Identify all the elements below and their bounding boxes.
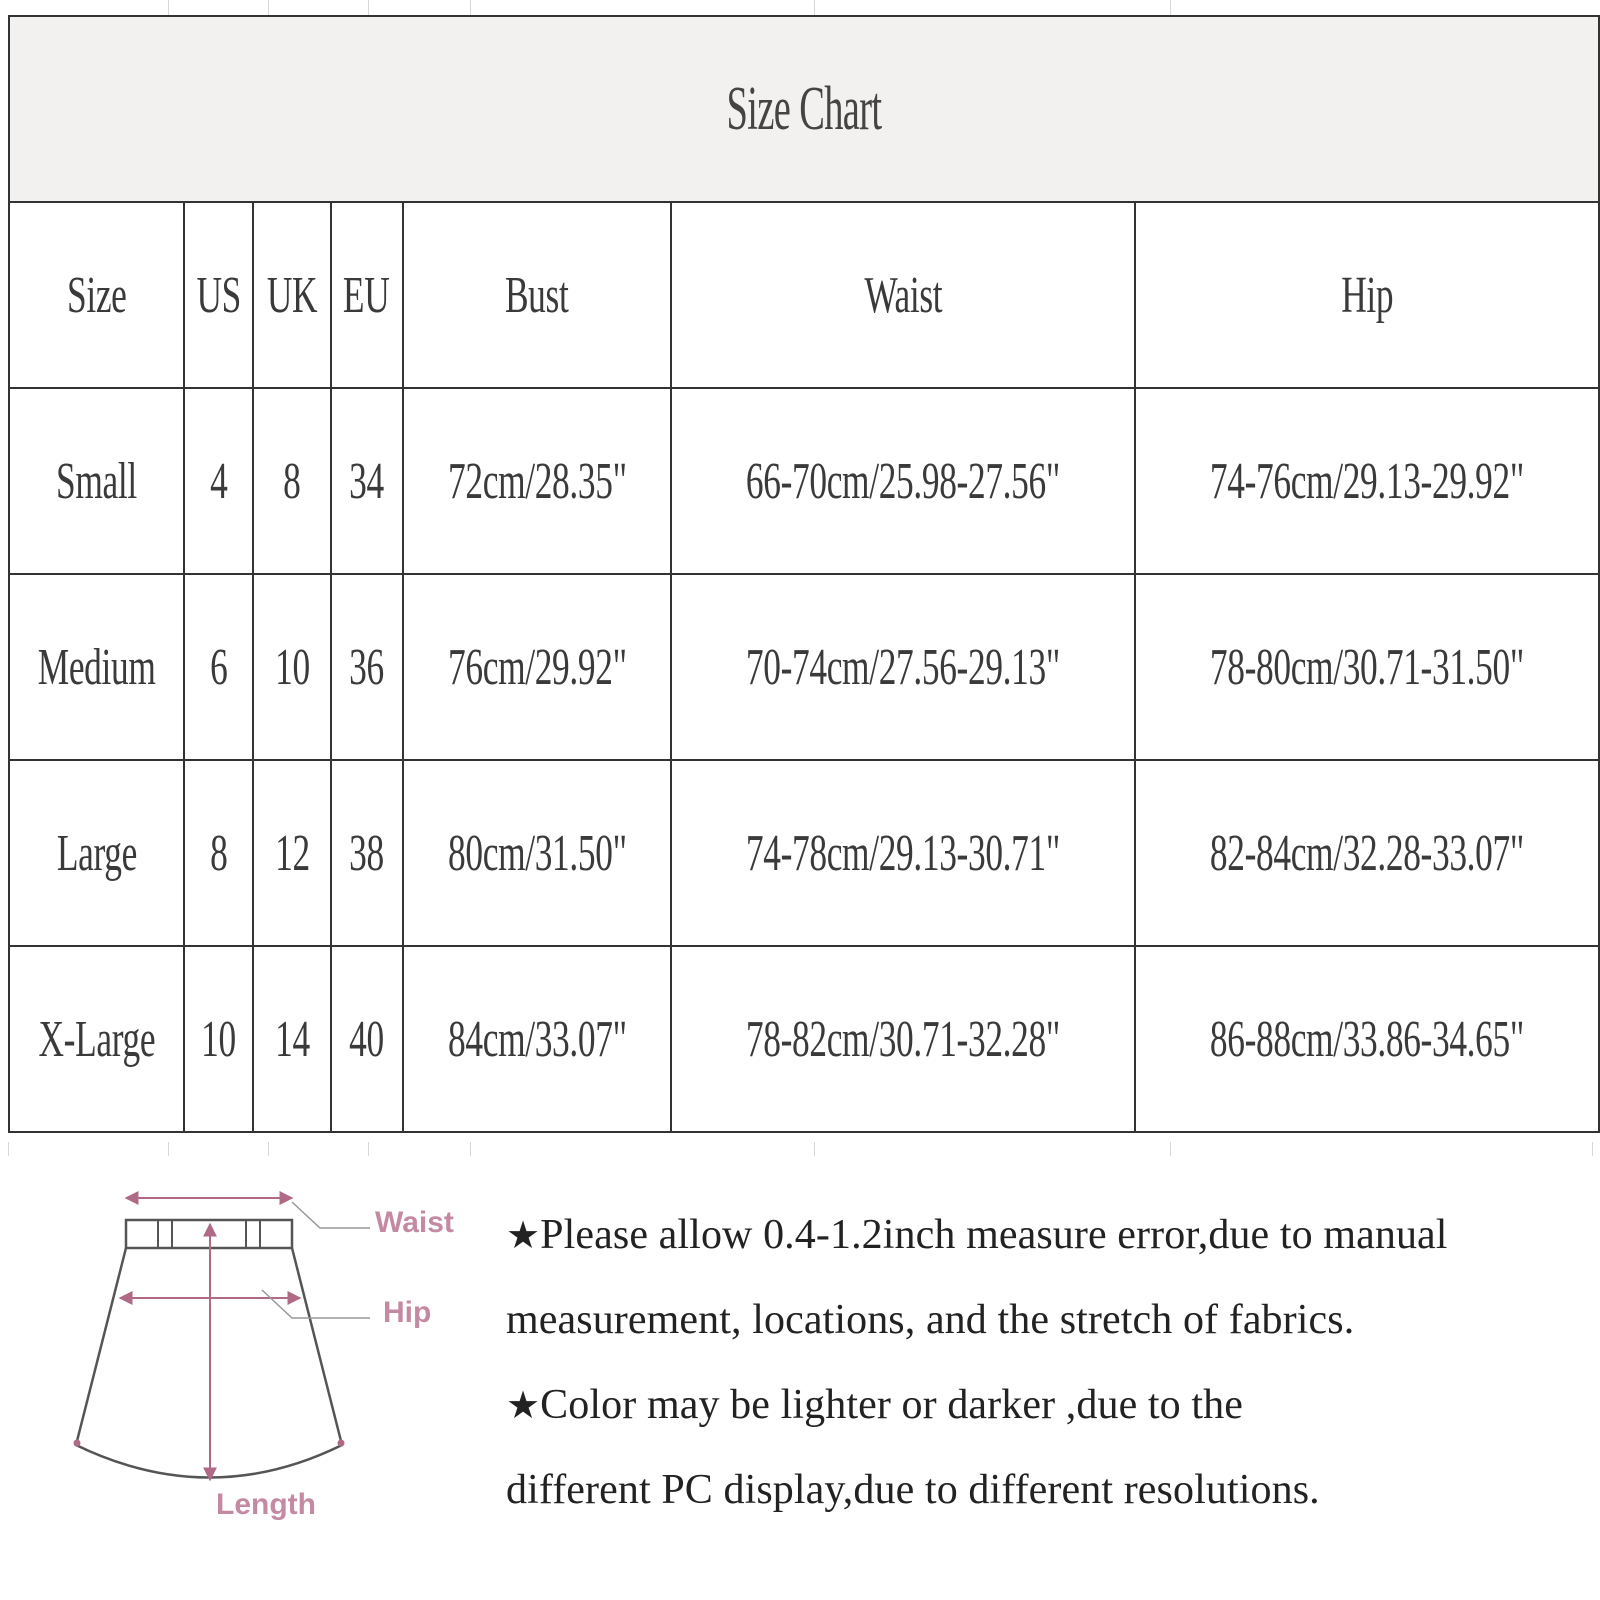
notes-section (506, 1193, 1596, 1533)
table-row (9, 760, 1599, 946)
cell-uk: 12 (253, 760, 330, 946)
cell-us: 8 (184, 760, 253, 946)
cell-bust: 84cm/33.07" (403, 946, 672, 1132)
cell-waist: 66-70cm/25.98-27.56" (671, 388, 1135, 574)
note-line: measurement, locations, and the stretch of fabrics. (506, 1297, 1355, 1343)
cell-us: 4 (184, 388, 253, 574)
cell-hip: 82-84cm/32.28-33.07" (1135, 760, 1599, 946)
note-line: different PC display,due to different resolutions. (506, 1467, 1320, 1513)
header-us: US (184, 202, 253, 388)
cell-size: Large (9, 760, 184, 946)
table-row (9, 574, 1599, 760)
grid-lines-bottom (0, 1142, 1600, 1156)
cell-size: X-Large (9, 946, 184, 1132)
skirt-diagram-icon (60, 1180, 480, 1540)
cell-hip: 74-76cm/29.13-29.92" (1135, 388, 1599, 574)
header-size: Size (9, 202, 184, 388)
cell-bust: 80cm/31.50" (403, 760, 672, 946)
cell-uk: 10 (253, 574, 330, 760)
hip-label: Hip (383, 1296, 432, 1329)
cell-us: 6 (184, 574, 253, 760)
cell-size: Small (9, 388, 184, 574)
note-line: ★Color may be lighter or darker ,due to the (506, 1382, 1243, 1428)
table-header-row (9, 202, 1599, 388)
waist-label: Waist (375, 1206, 454, 1239)
hip-leader-line (262, 1290, 370, 1318)
table-row (9, 946, 1599, 1132)
star-icon: ★ (506, 1385, 541, 1427)
cell-waist: 74-78cm/29.13-30.71" (671, 760, 1135, 946)
header-waist: Waist (671, 202, 1135, 388)
grid-lines-top (0, 0, 1600, 16)
note-line: ★Please allow 0.4-1.2inch measure error,due to manual (506, 1212, 1448, 1258)
waist-leader-line (292, 1202, 370, 1228)
size-chart-table (8, 15, 1600, 1133)
cell-bust: 72cm/28.35" (403, 388, 672, 574)
cell-uk: 8 (253, 388, 330, 574)
cell-waist: 78-82cm/30.71-32.28" (671, 946, 1135, 1132)
cell-us: 10 (184, 946, 253, 1132)
cell-eu: 34 (331, 388, 403, 574)
cell-eu: 36 (331, 574, 403, 760)
size-chart-title: Size Chart (726, 74, 882, 143)
size-chart-title-cell (9, 16, 1599, 202)
cell-hip: 86-88cm/33.86-34.65" (1135, 946, 1599, 1132)
cell-hip: 78-80cm/30.71-31.50" (1135, 574, 1599, 760)
cell-uk: 14 (253, 946, 330, 1132)
star-icon: ★ (506, 1215, 541, 1257)
cell-size: Medium (9, 574, 184, 760)
cell-waist: 70-74cm/27.56-29.13" (671, 574, 1135, 760)
header-eu: EU (331, 202, 403, 388)
header-bust: Bust (403, 202, 672, 388)
table-row (9, 388, 1599, 574)
length-label: Length (216, 1488, 316, 1521)
cell-bust: 76cm/29.92" (403, 574, 672, 760)
cell-eu: 38 (331, 760, 403, 946)
cell-eu: 40 (331, 946, 403, 1132)
header-hip: Hip (1135, 202, 1599, 388)
header-uk: UK (253, 202, 330, 388)
